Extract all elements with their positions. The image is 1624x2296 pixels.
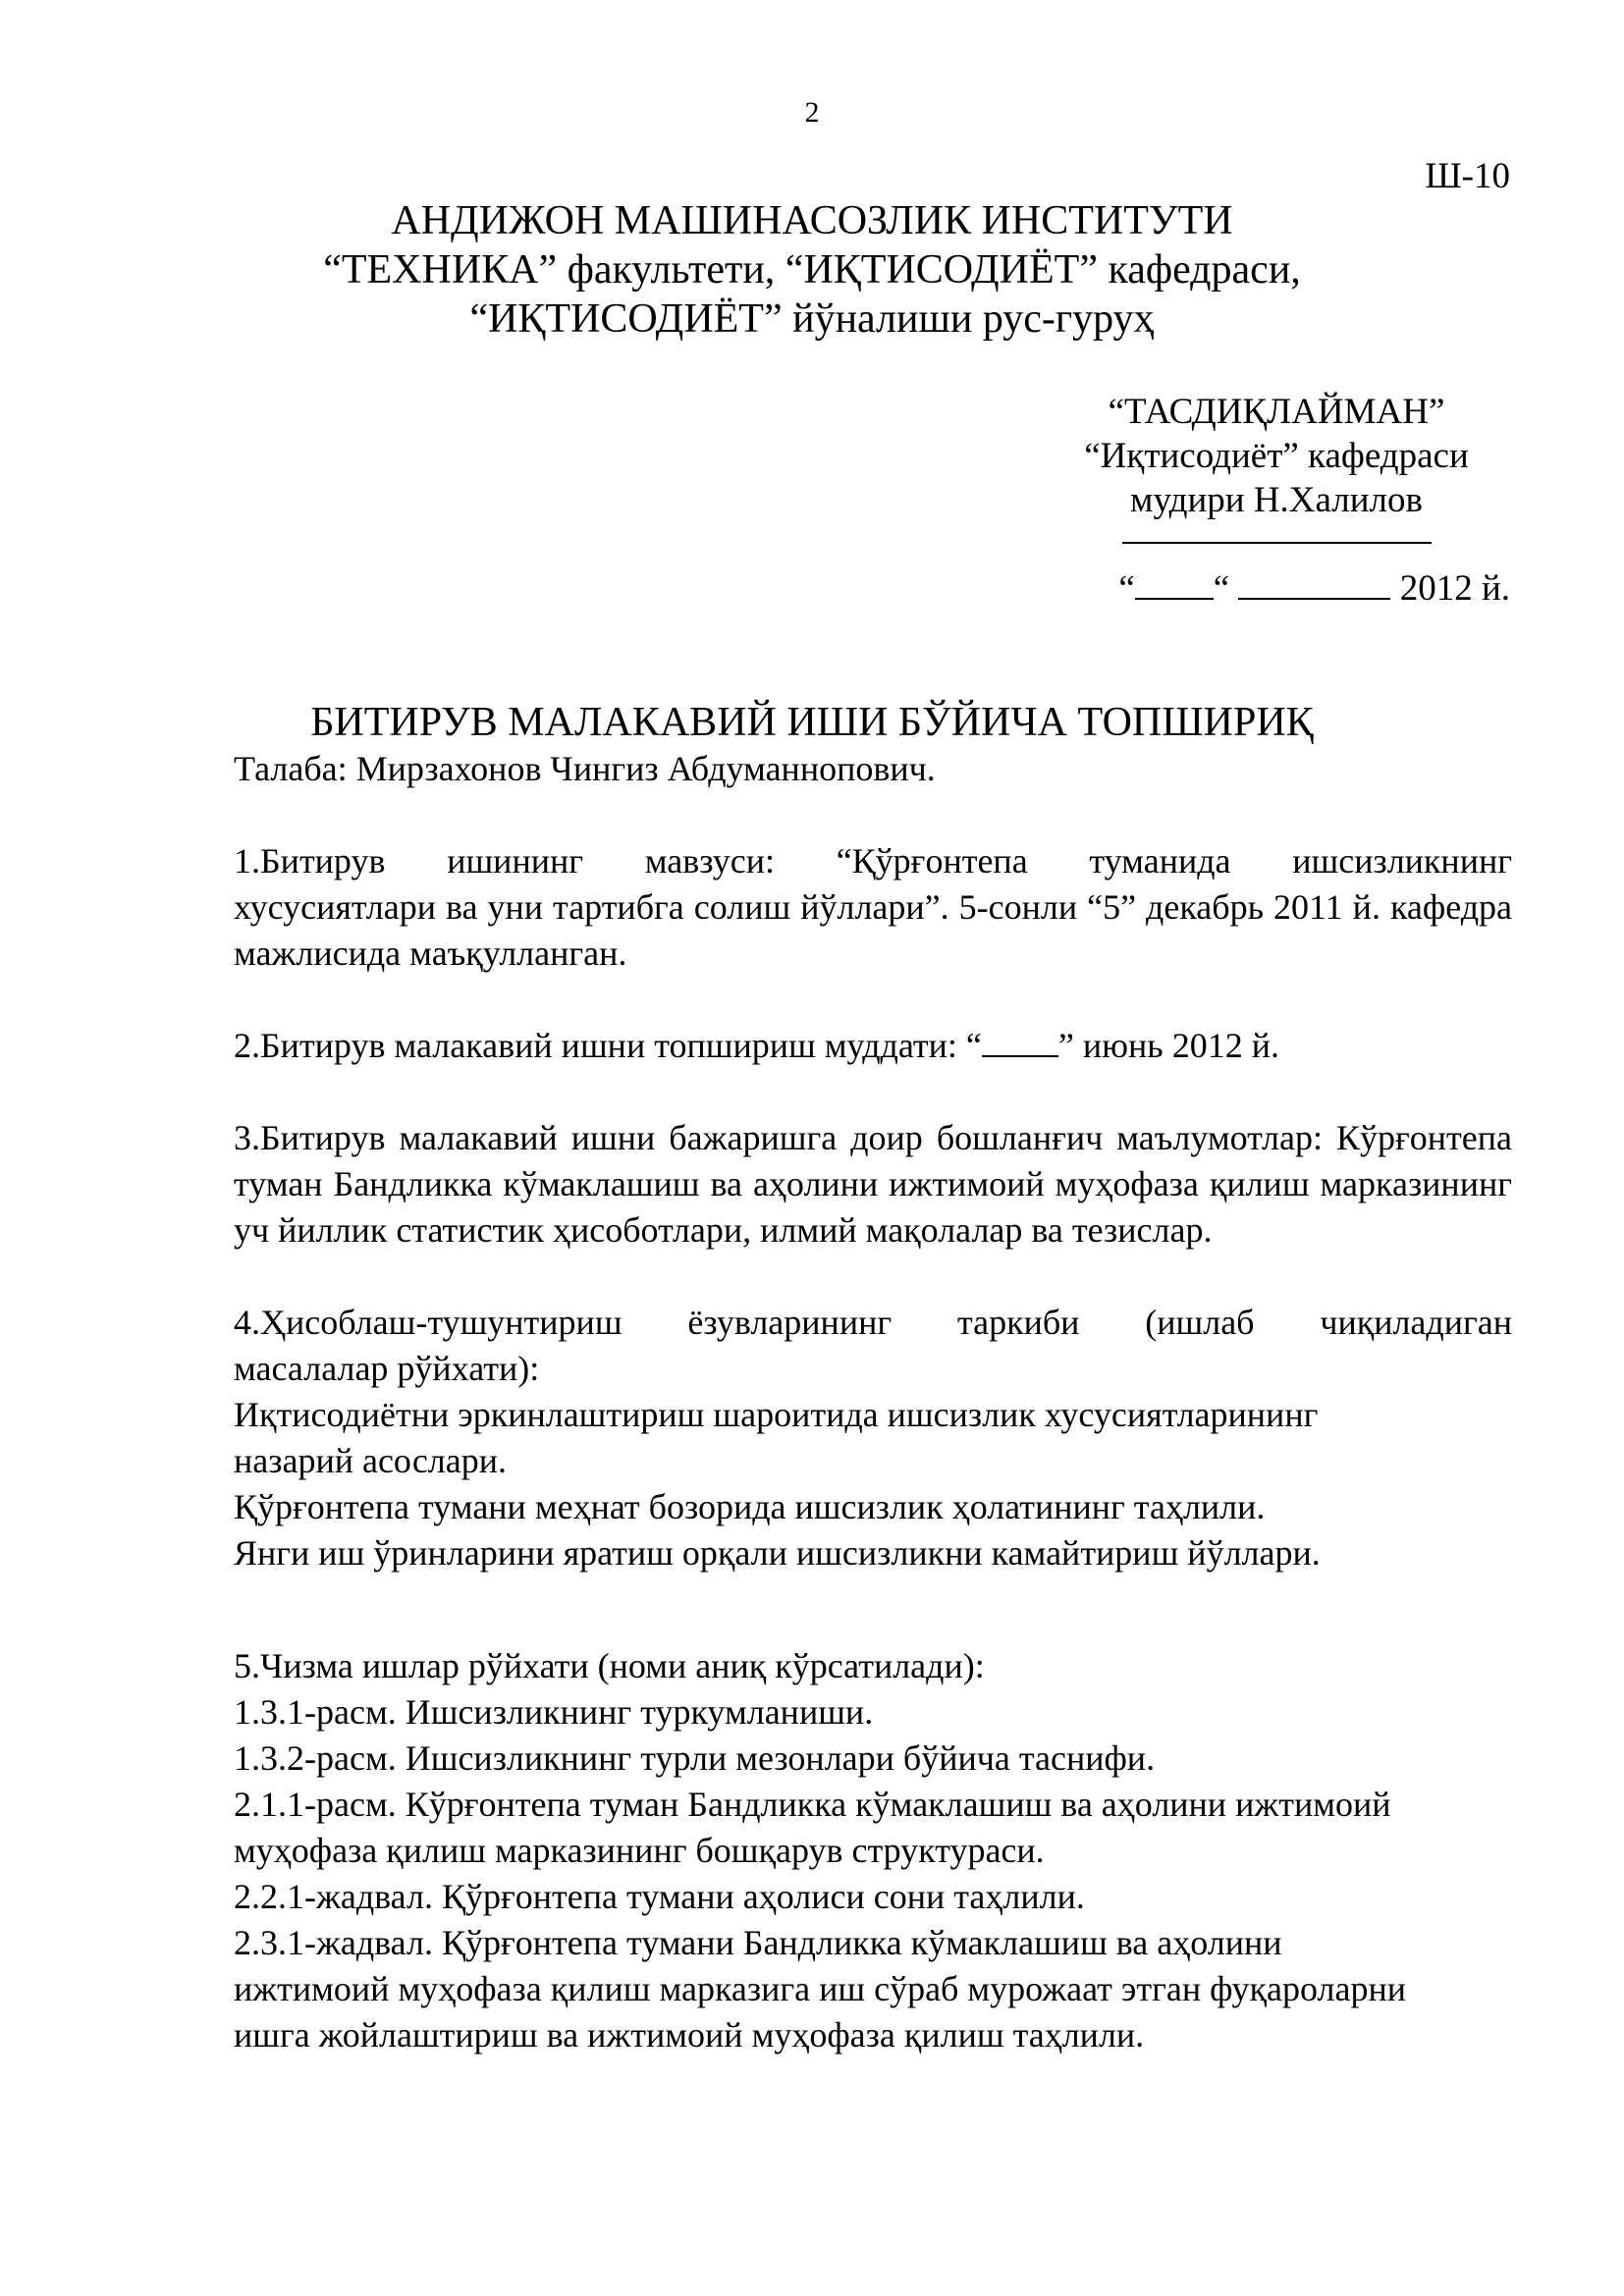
- item3-initial-data: 3.Битирув малакавий ишни бажаришга доир бошланғич маълумотлар: Кўрғонтепа туман Бандликка кўмаклашиш ва аҳолини ижтимоий муҳофаза қилиш марказининг уч йиллик статистик ҳисоботлари, илмий мақолалар ва тезислар.: [234, 1118, 1512, 1250]
- document-body: [234, 746, 1512, 2058]
- item5-line: 2.3.1-жадвал. Қўрғонтепа тумани Бандликка кўмаклашиш ва аҳолини: [234, 1923, 1282, 1962]
- institution-name: АНДИЖОН МАШИНАСОЗЛИК ИНСТИТУТИ: [391, 198, 1233, 243]
- approval-title: “ТАСДИҚЛАЙМАН”: [1108, 392, 1445, 432]
- date-month-blank: [1238, 568, 1390, 600]
- date-day-blank: [1135, 568, 1214, 600]
- item5-line: ишга жойлаштириш ва ижтимоий муҳофаза қилиш таҳлили.: [234, 2015, 1145, 2055]
- item5-line: 1.3.1-расм. Ишсизликнинг туркумланиши.: [234, 1692, 874, 1732]
- item1-rest: хусусиятлари ва уни тартибга солиш йўллари”. 5-сонли “5” декабрь 2011 й. кафедра мажлисида маъқулланган.: [234, 887, 1512, 973]
- approval-block: [1041, 390, 1512, 544]
- item5-title: 5.Чизма ишлар рўйхати (номи аниқ кўрсатилади):: [234, 1646, 985, 1685]
- item4-point: Янги иш ўринларини яратиш орқали ишсизликни камайтириш йўллари.: [234, 1533, 1321, 1573]
- item5-line: 2.1.1-расм. Кўрғонтепа туман Бандликка кўмаклашиш ва аҳолини ижтимоий: [234, 1785, 1391, 1824]
- item5-line: 1.3.2-расм. Ишсизликнинг турли мезонлари бўйича таснифи.: [234, 1738, 1156, 1778]
- item5-line: муҳофаза қилиш марказининг бошқарув структураси.: [234, 1831, 1045, 1870]
- item2-day-blank: [982, 1026, 1058, 1057]
- item4-point: Қўрғонтепа тумани меҳнат бозорида ишсизлик ҳолатининг таҳлили.: [234, 1487, 1266, 1526]
- date-mid-quote: “: [1213, 568, 1230, 609]
- approval-department: “Иқтисодиёт” кафедраси: [1084, 436, 1469, 476]
- item5-line: 2.2.1-жадвал. Қўрғонтепа тумани аҳолиси сони таҳлили.: [234, 1877, 1085, 1916]
- form-code: Ш-10: [1425, 156, 1510, 196]
- approval-date: [1118, 567, 1510, 610]
- item4-point: назарий асослари.: [234, 1441, 508, 1480]
- page-number: 2: [804, 96, 820, 129]
- document-title: БИТИРУВ МАЛАКАВИЙ ИШИ БЎЙИЧА ТОПШИРИҚ: [310, 700, 1314, 745]
- institution-header: [0, 196, 1624, 344]
- date-year: 2012 й.: [1399, 568, 1510, 609]
- date-open-quote: “: [1118, 568, 1135, 609]
- item2-deadline: [234, 1023, 1512, 1069]
- item4-line2: масалалар рўйхати):: [234, 1349, 540, 1388]
- signature-line: [1122, 542, 1432, 544]
- approval-head: мудири Н.Халилов: [1130, 480, 1423, 520]
- item1-line1: 1.Битирув ишининг мавзуси: “Қўрғонтепа туманида ишсизликнинг: [234, 841, 1512, 881]
- student-line: Талаба: Мирзахонов Чингиз Абдуманнопович.: [234, 749, 936, 788]
- item4-line1: 4.Ҳисоблаш-тушунтириш ёзувларининг таркиби (ишлаб чиқиладиган: [234, 1303, 1512, 1342]
- item2-suffix: ” июнь 2012 й.: [1057, 1026, 1279, 1065]
- direction-line: “ИҚТИСОДИЁТ” йўналиши рус-гуруҳ: [469, 296, 1155, 342]
- item4-point: Иқтисодиётни эркинлаштириш шароитида ишсизлик хусусиятларининг: [234, 1395, 1319, 1434]
- item5-line: ижтимоий муҳофаза қилиш марказига иш сўраб мурожаат этган фуқароларни: [234, 1969, 1406, 2008]
- faculty-line: “ТЕХНИКА” факультети, “ИҚТИСОДИЁТ” кафедраси,: [323, 247, 1301, 293]
- item2-prefix: 2.Битирув малакавий ишни топшириш муддати: “: [234, 1026, 982, 1065]
